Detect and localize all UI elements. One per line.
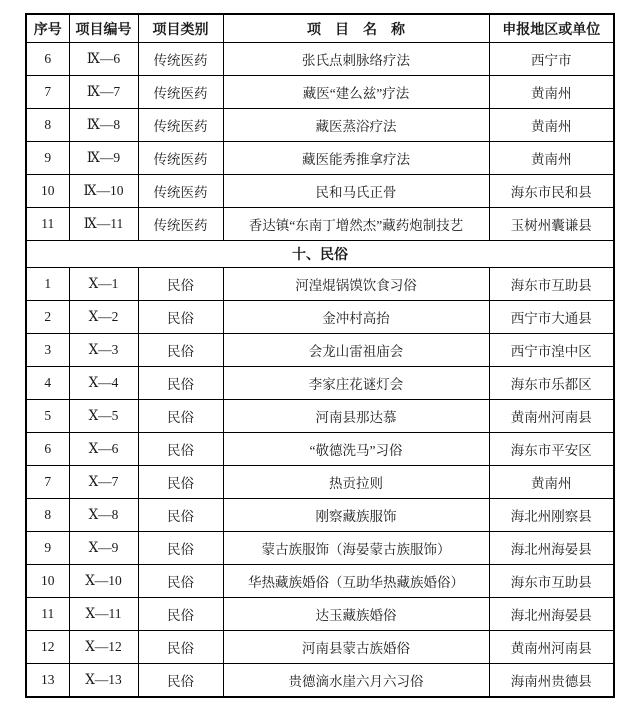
cell-category: 民俗: [138, 334, 223, 367]
cell-code: Ⅸ—8: [69, 109, 138, 142]
cell-category: 传统医药: [138, 43, 223, 76]
cell-serial: 7: [26, 466, 69, 499]
cell-category: 民俗: [138, 565, 223, 598]
cell-code: Ⅹ—11: [69, 598, 138, 631]
table-row: [26, 109, 614, 142]
table-header-row: [26, 14, 614, 43]
cell-code: Ⅹ—5: [69, 400, 138, 433]
cell-name: 贵德滴水崖六月六习俗: [223, 664, 489, 698]
cell-unit: 海东市乐都区: [489, 367, 614, 400]
table-row: [26, 334, 614, 367]
cell-unit: 黄南州: [489, 142, 614, 175]
cell-name: 李家庄花谜灯会: [223, 367, 489, 400]
cell-unit: 玉树州囊谦县: [489, 208, 614, 241]
col-header-declaring-unit: 申报地区或单位: [489, 14, 614, 43]
cell-serial: 8: [26, 109, 69, 142]
col-header-project-name: 项 目 名 称: [223, 14, 489, 43]
cell-name: 金冲村高抬: [223, 301, 489, 334]
cell-serial: 5: [26, 400, 69, 433]
cell-category: 民俗: [138, 433, 223, 466]
cell-category: 传统医药: [138, 175, 223, 208]
cell-code: Ⅹ—12: [69, 631, 138, 664]
cell-code: Ⅹ—2: [69, 301, 138, 334]
cell-unit: 黄南州: [489, 466, 614, 499]
cell-serial: 9: [26, 532, 69, 565]
cell-code: Ⅹ—13: [69, 664, 138, 698]
table-row: [26, 499, 614, 532]
col-header-project-code: 项目编号: [69, 14, 138, 43]
cell-code: Ⅹ—4: [69, 367, 138, 400]
cell-serial: 7: [26, 76, 69, 109]
cell-code: Ⅹ—3: [69, 334, 138, 367]
cell-serial: 10: [26, 565, 69, 598]
cell-name: 民和马氏正骨: [223, 175, 489, 208]
table-row: [26, 433, 614, 466]
cell-category: 民俗: [138, 499, 223, 532]
cell-category: 民俗: [138, 664, 223, 698]
cell-category: 民俗: [138, 367, 223, 400]
table-row: [26, 208, 614, 241]
cell-name: 藏医能秀推拿疗法: [223, 142, 489, 175]
cell-category: 民俗: [138, 598, 223, 631]
cell-category: 民俗: [138, 301, 223, 334]
cell-serial: 3: [26, 334, 69, 367]
cell-name: 藏医蒸浴疗法: [223, 109, 489, 142]
table-row: [26, 532, 614, 565]
cell-serial: 6: [26, 433, 69, 466]
cell-name: 蒙古族服饰（海晏蒙古族服饰）: [223, 532, 489, 565]
cell-code: Ⅹ—8: [69, 499, 138, 532]
cell-unit: 西宁市大通县: [489, 301, 614, 334]
cell-name: 会龙山雷祖庙会: [223, 334, 489, 367]
cell-category: 传统医药: [138, 208, 223, 241]
cell-category: 民俗: [138, 400, 223, 433]
cell-name: 河南县蒙古族婚俗: [223, 631, 489, 664]
cell-code: Ⅸ—9: [69, 142, 138, 175]
cell-code: Ⅸ—11: [69, 208, 138, 241]
table-row: [26, 76, 614, 109]
table-row: [26, 43, 614, 76]
cell-serial: 1: [26, 268, 69, 301]
cell-name: 达玉藏族婚俗: [223, 598, 489, 631]
table-row: [26, 565, 614, 598]
cell-serial: 9: [26, 142, 69, 175]
cell-unit: 海东市互助县: [489, 565, 614, 598]
cell-serial: 2: [26, 301, 69, 334]
cell-unit: 海东市互助县: [489, 268, 614, 301]
cell-code: Ⅸ—10: [69, 175, 138, 208]
cell-serial: 11: [26, 598, 69, 631]
cell-unit: 黄南州: [489, 76, 614, 109]
section-row-folk-customs: [26, 241, 614, 268]
col-header-serial: 序号: [26, 14, 69, 43]
cell-unit: 黄南州河南县: [489, 631, 614, 664]
section-title: 十、民俗: [26, 241, 614, 268]
cell-serial: 13: [26, 664, 69, 698]
cell-unit: 海东市平安区: [489, 433, 614, 466]
cell-name: 河湟焜锅馍饮食习俗: [223, 268, 489, 301]
cell-serial: 11: [26, 208, 69, 241]
cell-serial: 4: [26, 367, 69, 400]
cell-name: 河南县那达慕: [223, 400, 489, 433]
table-row: [26, 367, 614, 400]
table-row: [26, 301, 614, 334]
cell-name: 香达镇“东南丁增然杰”藏药炮制技艺: [223, 208, 489, 241]
cell-category: 传统医药: [138, 142, 223, 175]
table-row: [26, 142, 614, 175]
cell-code: Ⅹ—7: [69, 466, 138, 499]
cell-code: Ⅹ—6: [69, 433, 138, 466]
cell-category: 民俗: [138, 631, 223, 664]
cell-category: 传统医药: [138, 76, 223, 109]
cell-unit: 黄南州河南县: [489, 400, 614, 433]
cell-name: 热贡拉则: [223, 466, 489, 499]
table-row: [26, 664, 614, 698]
cell-serial: 6: [26, 43, 69, 76]
table-row: [26, 268, 614, 301]
table-row: [26, 631, 614, 664]
cell-unit: 海北州海晏县: [489, 532, 614, 565]
cell-name: 张氏点刺脉络疗法: [223, 43, 489, 76]
heritage-project-table: [25, 13, 615, 698]
cell-name: 藏医“建么兹”疗法: [223, 76, 489, 109]
table-row: [26, 466, 614, 499]
cell-code: Ⅹ—1: [69, 268, 138, 301]
cell-category: 传统医药: [138, 109, 223, 142]
cell-category: 民俗: [138, 268, 223, 301]
table-row: [26, 175, 614, 208]
cell-serial: 12: [26, 631, 69, 664]
cell-name: “敬德洗马”习俗: [223, 433, 489, 466]
cell-name: 刚察藏族服饰: [223, 499, 489, 532]
cell-name: 华热藏族婚俗（互助华热藏族婚俗）: [223, 565, 489, 598]
cell-category: 民俗: [138, 532, 223, 565]
cell-unit: 海东市民和县: [489, 175, 614, 208]
cell-unit: 海北州海晏县: [489, 598, 614, 631]
cell-unit: 海北州刚察县: [489, 499, 614, 532]
cell-category: 民俗: [138, 466, 223, 499]
cell-code: Ⅹ—9: [69, 532, 138, 565]
cell-code: Ⅹ—10: [69, 565, 138, 598]
cell-unit: 海南州贵德县: [489, 664, 614, 698]
table-row: [26, 400, 614, 433]
cell-unit: 黄南州: [489, 109, 614, 142]
cell-serial: 8: [26, 499, 69, 532]
table-row: [26, 598, 614, 631]
cell-unit: 西宁市湟中区: [489, 334, 614, 367]
col-header-project-category: 项目类别: [138, 14, 223, 43]
cell-code: Ⅸ—7: [69, 76, 138, 109]
cell-unit: 西宁市: [489, 43, 614, 76]
cell-serial: 10: [26, 175, 69, 208]
cell-code: Ⅸ—6: [69, 43, 138, 76]
